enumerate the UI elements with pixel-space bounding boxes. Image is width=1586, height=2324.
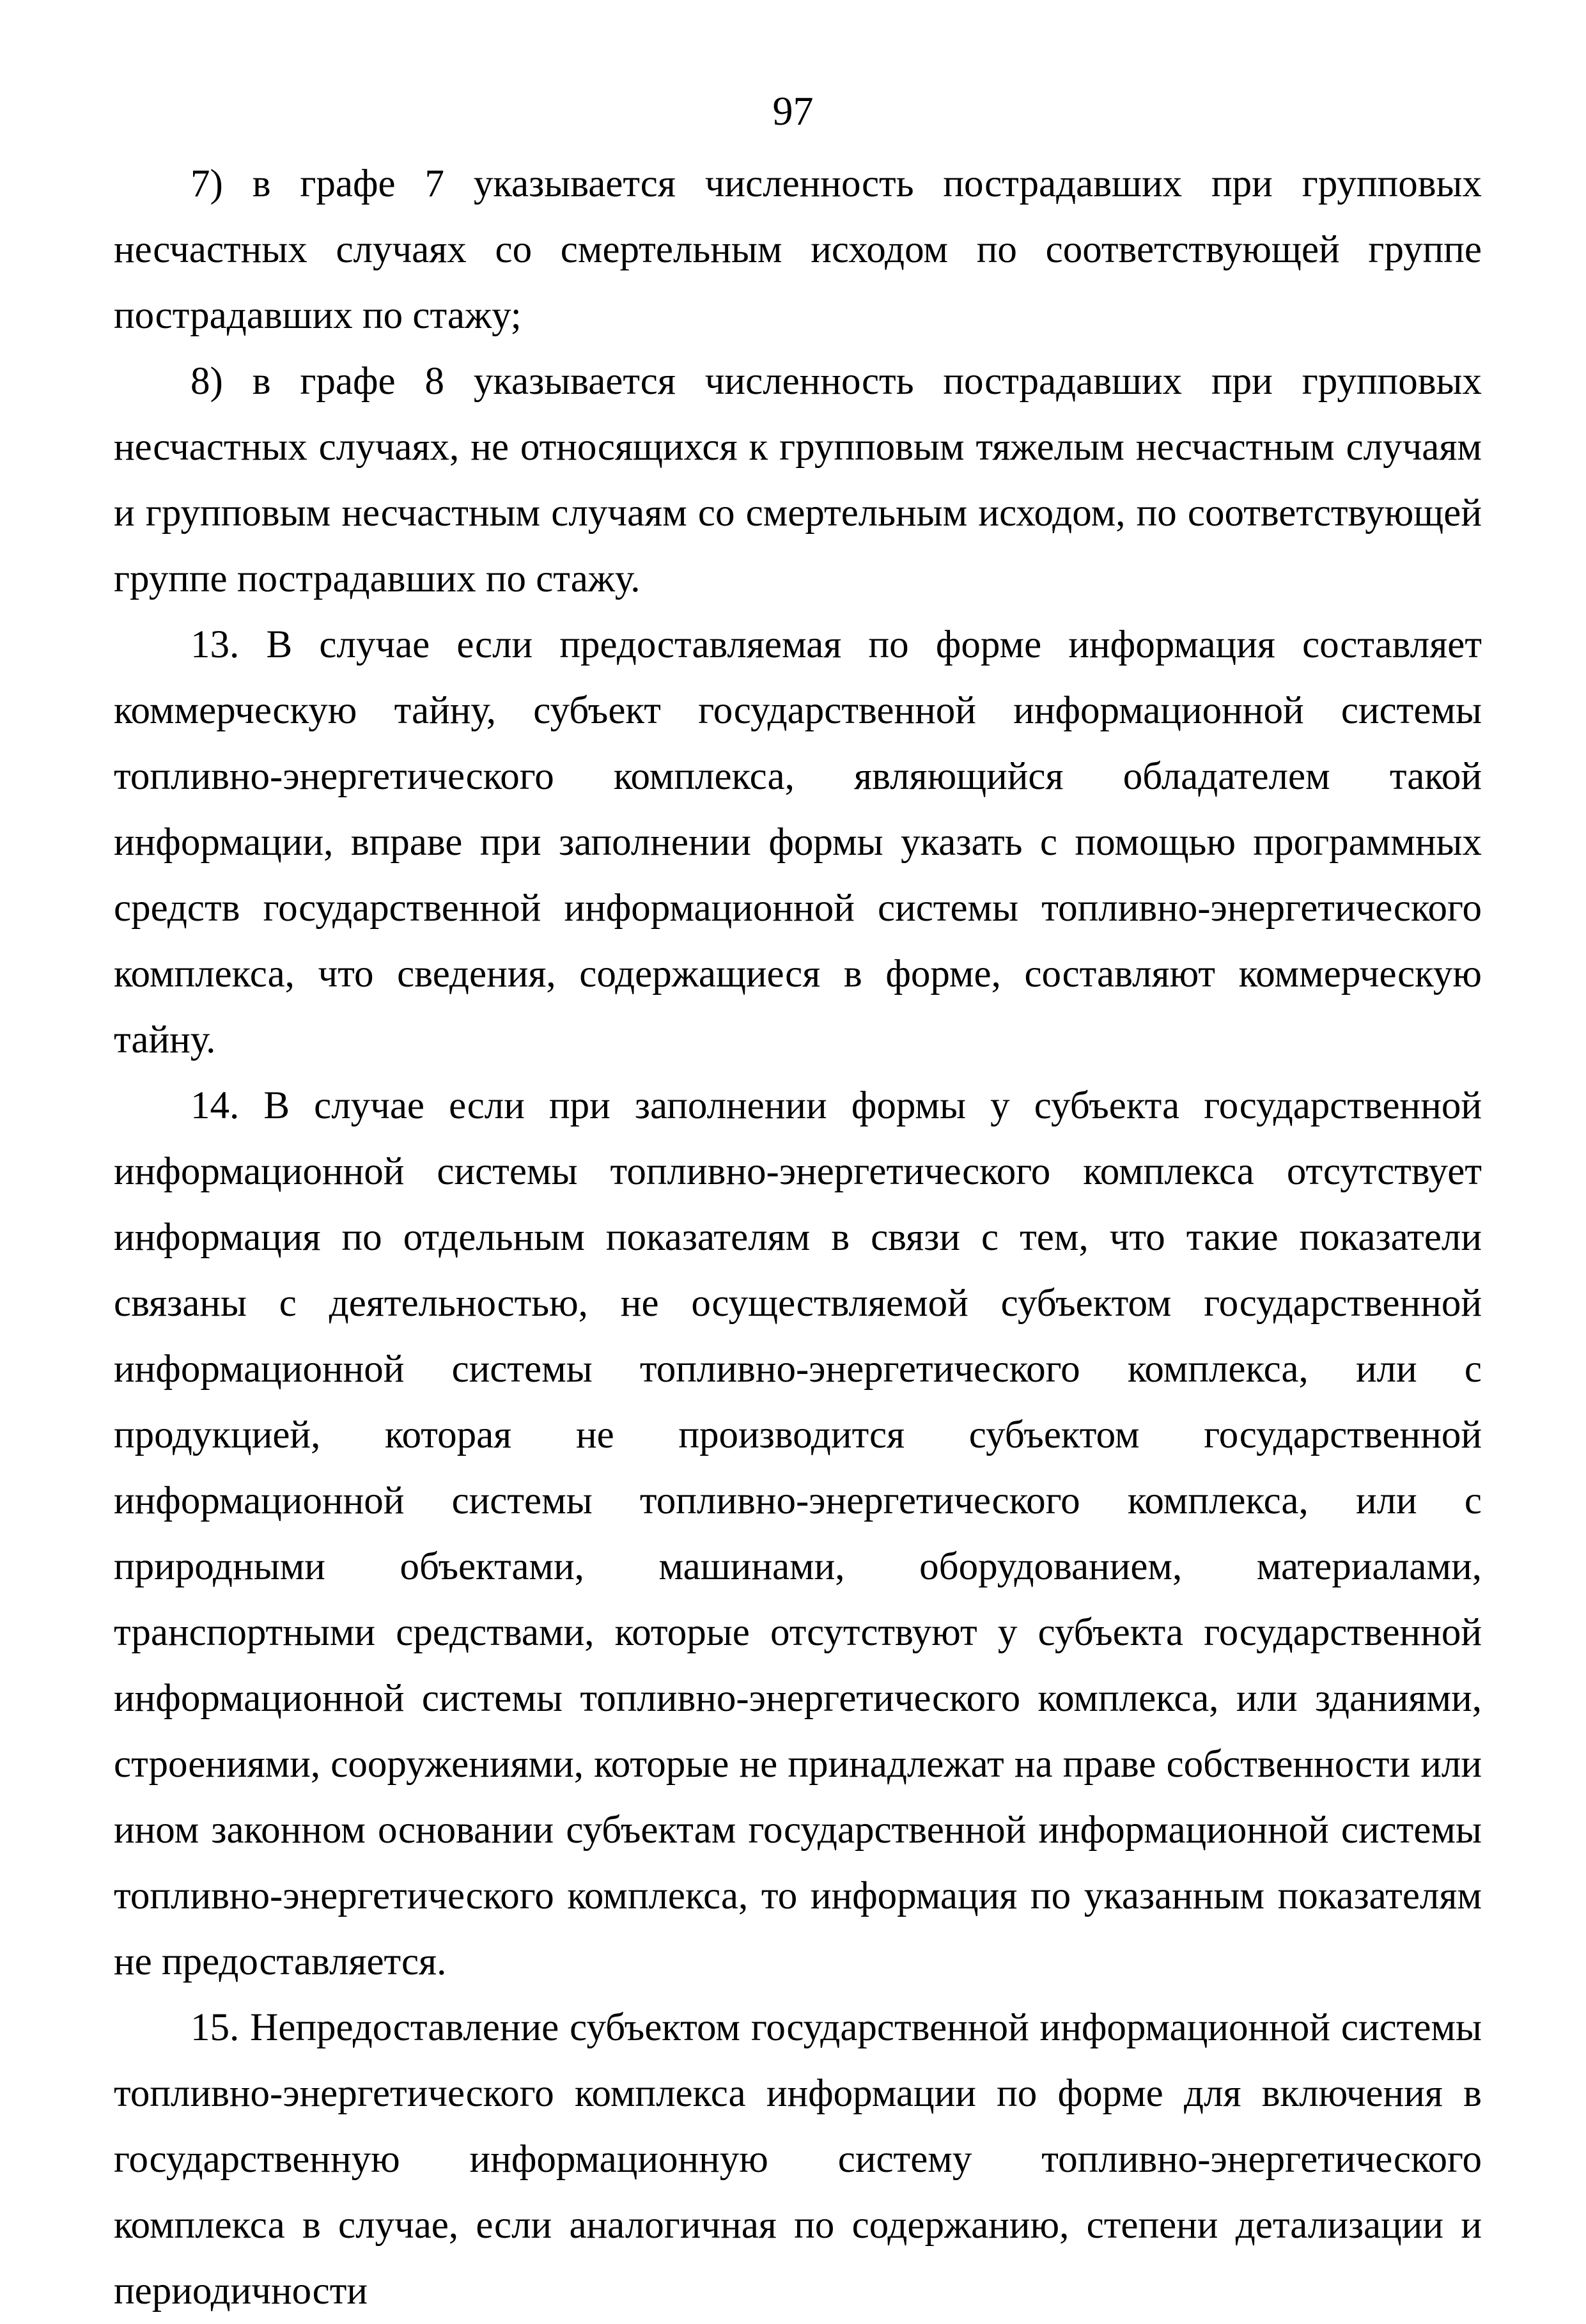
paragraph-item-7: 7) в графе 7 указывается численность пострадавших при групповых несчастных случаях со смертельным исходом по соответствующей группе пострадавших по стажу; <box>114 162 1482 337</box>
paragraph-clause-14: 14. В случае если при заполнении формы у субъекта государственной информационной системы топливно-энергетического комплекса отсутствует информация по отдельным показателям в связи с тем, что такие показатели связаны с деятельностью, не осуществляемой субъектом государственной информационной системы топливно-энергетического комплекса, или с продукцией, которая не производится субъектом государственной информационной системы топливно-энергетического комплекса, или с природными объектами, машинами, оборудованием, материалами, транспортными средствами, которые отсутствуют у субъекта государственной информационной системы топливно-энергетического комплекса, или зданиями, строениями, сооружениями, которые не принадлежат на праве собственности или ином законном основании субъектам государственной информационной системы топливно-энергетического комплекса, то информация по указанным показателям не предоставляется. <box>114 1084 1482 1983</box>
paragraph-clause-15: 15. Непредоставление субъектом государственной информационной системы топливно-энергетического комплекса информации по форме для включения в государственную информационную систему топливно-энергетического комплекса в случае, если аналогичная по содержанию, степени детализации и периодичности <box>114 2006 1482 2312</box>
paragraph-item-8: 8) в графе 8 указывается численность пострадавших при групповых несчастных случаях, не относящихся к групповым тяжелым несчастным случаям и групповым несчастным случаям со смертельным исходом, по соответствующей группе пострадавших по стажу. <box>114 360 1482 600</box>
document-body <box>114 151 1482 2324</box>
paragraph-clause-13: 13. В случае если предоставляемая по форме информация составляет коммерческую тайну, субъект государственной информационной системы топливно-энергетического комплекса, являющийся обладателем такой информации, вправе при заполнении формы указать с помощью программных средств государственной информационной системы топливно-энергетического комплекса, что сведения, содержащиеся в форме, составляют коммерческую тайну. <box>114 623 1482 1061</box>
page-number: 97 <box>772 88 814 134</box>
